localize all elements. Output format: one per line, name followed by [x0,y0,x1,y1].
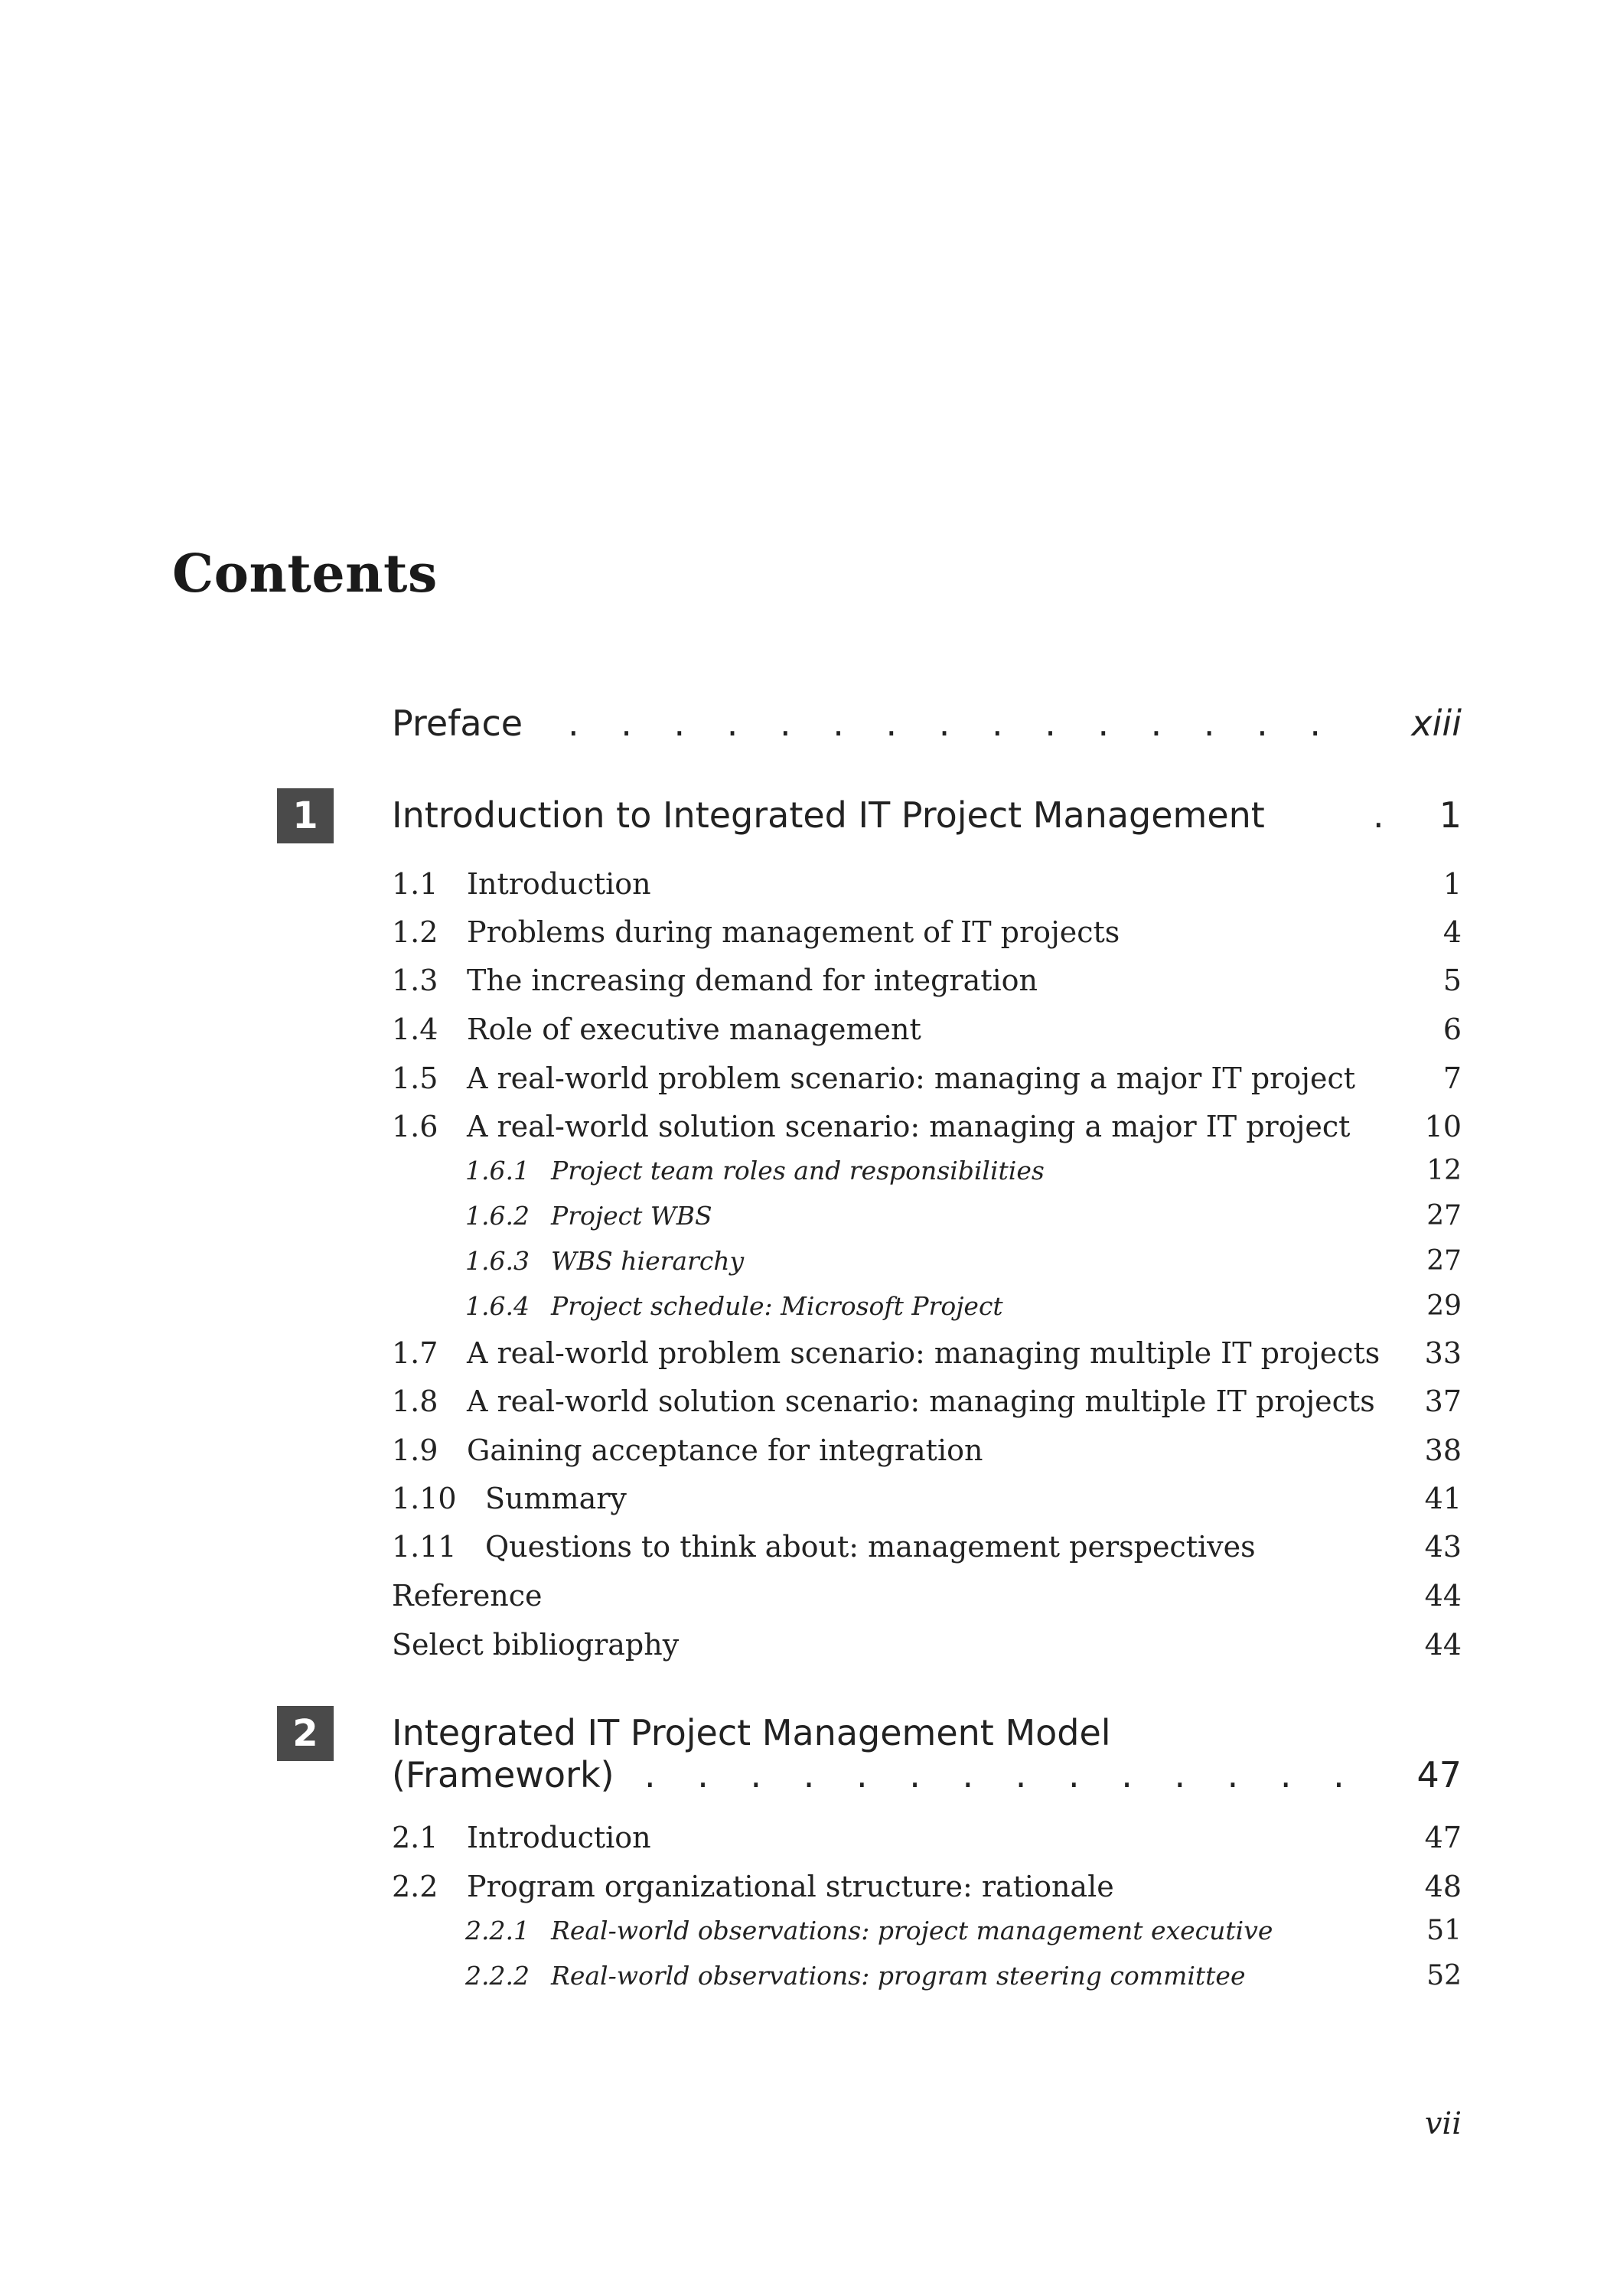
section-number: 2.2 [392,1870,438,1903]
section-title: A real-world problem scenario: managing multiple IT projects [467,1336,1380,1370]
preface-page: xiii [1411,703,1462,744]
subsection-page: 12 [1426,1155,1462,1186]
section-number: 1.8 [392,1384,438,1418]
chapter-title: Integrated IT Project Management Model [392,1712,1111,1753]
section-page: 37 [1424,1384,1462,1418]
section-page: 44 [1424,1579,1462,1613]
subsection-page: 29 [1426,1290,1462,1322]
section-title: Problems during management of IT projects [467,915,1120,949]
subsection-number: 2.2.1 [465,1916,530,1945]
section-number: 1.3 [392,964,438,997]
section-title: Reference [392,1579,543,1613]
subsection-title: Project schedule: Microsoft Project [551,1291,1003,1321]
section-number: 1.9 [392,1433,438,1467]
subsection-page: 27 [1426,1245,1462,1277]
subsection-title: WBS hierarchy [551,1246,745,1276]
chapter-page: 47 [1416,1754,1462,1795]
subsection-title: Real-world observations: project management executive [551,1916,1273,1945]
subsection-number: 1.6.4 [465,1291,530,1321]
section-page: 43 [1424,1530,1462,1564]
chapter-title-continued: (Framework) [392,1754,614,1795]
section-number: 1.2 [392,915,438,949]
subsection-number: 1.6.3 [465,1246,530,1276]
section-title: Introduction [467,867,651,901]
section-page: 47 [1424,1821,1462,1854]
section-page: 33 [1424,1336,1462,1370]
section-title: Summary [485,1482,627,1515]
section-page: 6 [1442,1013,1462,1046]
subsection-number: 1.6.1 [465,1156,530,1186]
section-title: A real-world problem scenario: managing a major IT project [467,1062,1356,1095]
section-title: Select bibliography [392,1628,680,1662]
section-number: 1.5 [392,1062,438,1095]
section-number: 1.4 [392,1013,438,1046]
section-page: 1 [1442,867,1462,901]
chapter-page: 1 [1439,794,1462,836]
section-number: 1.6 [392,1110,438,1143]
section-page: 38 [1424,1433,1462,1467]
section-page: 4 [1442,915,1462,949]
section-title: A real-world solution scenario: managing multiple IT projects [467,1384,1375,1418]
dot-leader: . . . . . . . . . . . . . . [644,1754,1360,1795]
preface-label: Preface [392,703,523,744]
page-number: vii [1424,2106,1462,2141]
chapter-badge: 1 [277,788,334,843]
section-title: The increasing demand for integration [467,964,1038,997]
subsection-title: Real-world observations: program steering committee [551,1961,1246,1991]
section-number: 1.10 [392,1482,457,1515]
chapter-title: Introduction to Integrated IT Project Management [392,794,1265,836]
section-title: Gaining acceptance for integration [467,1433,983,1467]
section-page: 44 [1424,1628,1462,1662]
section-page: 10 [1424,1110,1462,1143]
chapter-badge: 2 [277,1706,334,1761]
section-title: A real-world solution scenario: managing a major IT project [467,1110,1351,1143]
section-number: 1.7 [392,1336,438,1370]
subsection-page: 27 [1426,1200,1462,1231]
subsection-title: Project WBS [551,1201,712,1231]
section-title: Questions to think about: management perspectives [485,1530,1256,1564]
page-title: Contents [172,543,438,605]
subsection-title: Project team roles and responsibilities [551,1156,1045,1186]
section-number: 1.1 [392,867,438,901]
section-page: 41 [1424,1482,1462,1515]
section-title: Introduction [467,1821,651,1854]
section-page: 5 [1442,964,1462,997]
section-number: 1.11 [392,1530,457,1564]
section-page: 7 [1442,1062,1462,1095]
subsection-number: 1.6.2 [465,1201,530,1231]
section-title: Program organizational structure: rationale [467,1870,1114,1903]
dot-leader: . [1373,794,1400,836]
subsection-page: 51 [1426,1915,1462,1946]
subsection-page: 52 [1426,1960,1462,1991]
section-title: Role of executive management [467,1013,921,1046]
section-number: 2.1 [392,1821,438,1854]
dot-leader: . . . . . . . . . . . . . . . [568,703,1337,744]
subsection-number: 2.2.2 [465,1961,530,1991]
section-page: 48 [1424,1870,1462,1903]
